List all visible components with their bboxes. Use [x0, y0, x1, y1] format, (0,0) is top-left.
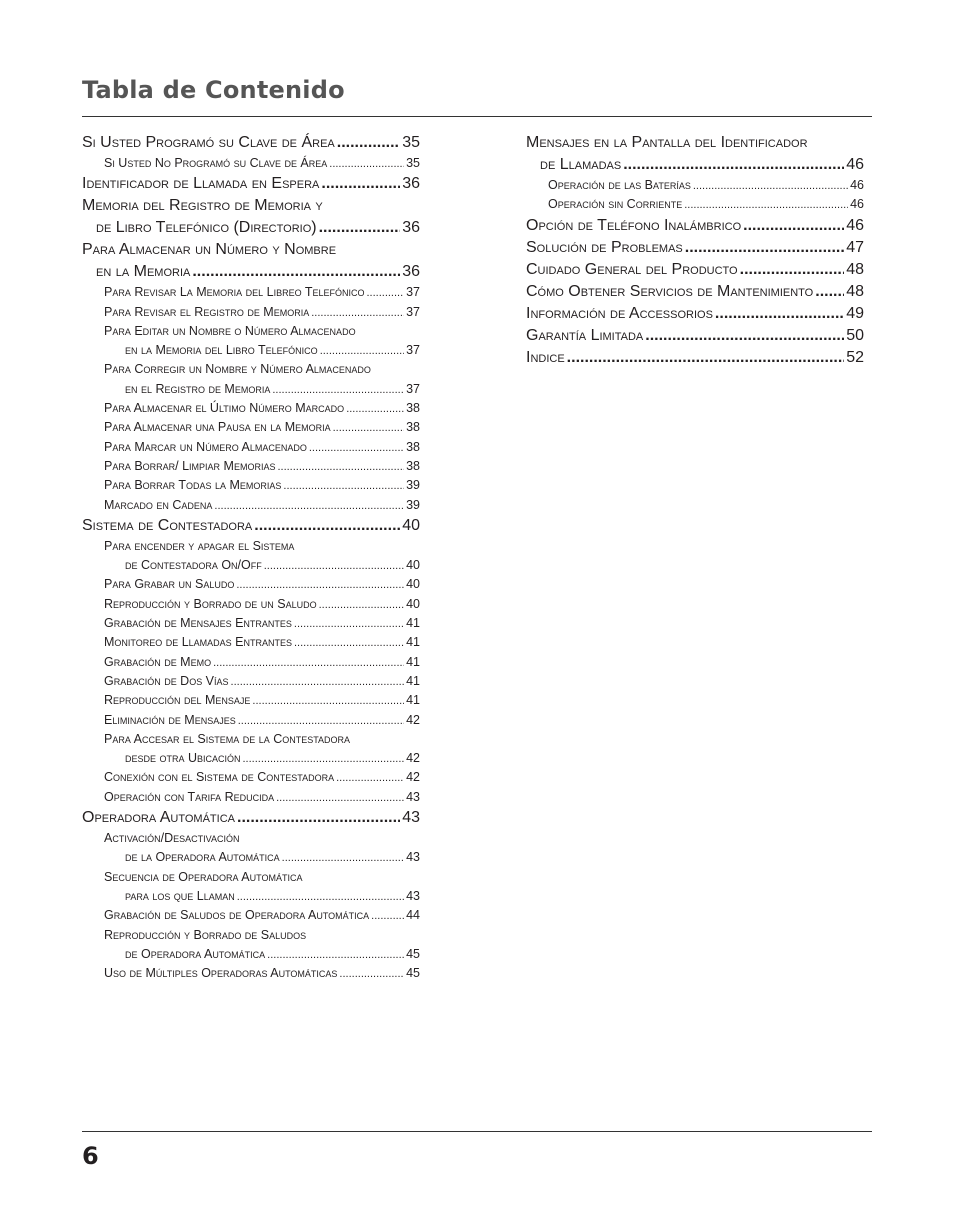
toc-entry[interactable]: [82, 926, 420, 945]
dot-leader: [366, 284, 404, 303]
toc-entry-page: 46: [850, 178, 864, 192]
toc-entry-page: 37: [406, 304, 420, 319]
toc-entry-label: Grabación de Mensajes Entrantes: [104, 616, 292, 631]
toc-entry-page: 46: [850, 197, 864, 212]
toc-entry[interactable]: [82, 633, 420, 652]
toc-entry-page: 43: [402, 809, 420, 827]
toc-entry[interactable]: [82, 614, 420, 633]
toc-entry-page: 50: [846, 326, 864, 344]
toc-entry[interactable]: [82, 537, 420, 556]
dot-leader: [192, 261, 400, 283]
dot-leader: [294, 615, 404, 634]
toc-entry-label: Para Revisar La Memoria del Libreo Telefónico: [104, 285, 365, 300]
toc-entry-label: Marcado en Cadena: [104, 497, 213, 512]
dot-leader: [567, 347, 845, 369]
toc-entry-label: Monitoreo de Llamadas Entrantes: [104, 635, 292, 650]
dot-leader: [237, 888, 404, 907]
toc-entry[interactable]: [526, 132, 864, 154]
toc-entry-label: Cómo Obtener Servicios de Mantenimiento: [526, 282, 814, 300]
toc-entry[interactable]: [526, 303, 864, 325]
toc-entry-label: Memoria del Registro de Memoria y: [82, 197, 323, 215]
toc-entry-label: Eliminación de Mensajes: [104, 712, 236, 727]
dot-leader: [267, 946, 404, 965]
footer-divider: [82, 1131, 872, 1132]
toc-entry-label: Operadora Automática: [82, 809, 235, 827]
toc-entry[interactable]: [82, 556, 420, 575]
dot-leader: [276, 789, 404, 808]
toc-right-column: [526, 132, 864, 369]
toc-entry-page: 42: [406, 751, 420, 766]
toc-entry-label: Reproducción y Borrado de un Saludo: [104, 596, 317, 611]
toc-entry[interactable]: [82, 653, 420, 672]
toc-entry-page: 43: [406, 850, 420, 865]
dot-leader: [282, 849, 404, 868]
dot-leader: [623, 154, 844, 176]
dot-leader: [264, 557, 404, 576]
toc-entry-label: de Llamadas: [540, 156, 622, 173]
dot-leader: [715, 303, 844, 325]
toc-entry-label: Mensajes en la Pantalla del Identificador: [526, 134, 808, 151]
toc-entry-page: 48: [846, 260, 864, 278]
dot-leader: [336, 769, 404, 788]
toc-entry-label: para los que Llaman: [125, 888, 235, 903]
toc-entry[interactable]: [82, 595, 420, 614]
toc-entry[interactable]: [82, 173, 420, 195]
toc-entry-page: 48: [846, 282, 864, 300]
toc-entry[interactable]: [82, 515, 420, 537]
dot-leader: [333, 419, 404, 438]
toc-entry-label: Para Editar un Nombre o Número Almacenado: [104, 323, 356, 338]
dot-leader: [740, 259, 845, 281]
toc-entry-page: 37: [406, 343, 420, 358]
toc-entry-page: 46: [846, 156, 864, 173]
toc-entry-page: 45: [406, 946, 420, 961]
toc-entry-page: 35: [406, 156, 420, 170]
dot-leader: [693, 177, 848, 196]
toc-entry-label: en la Memoria: [96, 263, 191, 281]
toc-entry-page: 36: [402, 219, 420, 237]
toc-entry-label: Para encender y apagar el Sistema: [104, 538, 295, 553]
toc-entry-label: Activación/Desactivación: [104, 831, 240, 846]
header-divider: [82, 116, 872, 117]
toc-entry[interactable]: [82, 496, 420, 515]
dot-leader: [272, 381, 404, 400]
dot-leader: [213, 654, 404, 673]
toc-entry[interactable]: [526, 347, 864, 369]
toc-entry[interactable]: [526, 176, 864, 195]
toc-entry-label: Solución de Problemas: [526, 238, 683, 256]
dot-leader: [283, 477, 404, 496]
toc-entry-page: 36: [402, 263, 420, 281]
page-title: Tabla de Contenido: [82, 76, 345, 104]
dot-leader: [236, 576, 404, 595]
toc-entry[interactable]: [82, 575, 420, 594]
toc-entry-page: 36: [402, 175, 420, 193]
toc-entry[interactable]: [82, 887, 420, 906]
toc-entry[interactable]: [526, 325, 864, 347]
dot-leader: [319, 217, 401, 239]
toc-entry[interactable]: [82, 672, 420, 691]
toc-entry[interactable]: [82, 303, 420, 322]
toc-entry-label: Reproducción y Borrado de Saludos: [104, 927, 307, 942]
dot-leader: [815, 281, 844, 303]
toc-entry-page: 37: [406, 285, 420, 300]
dot-leader: [294, 634, 404, 653]
toc-entry[interactable]: [82, 239, 420, 261]
dot-leader: [277, 458, 404, 477]
toc-entry[interactable]: [526, 215, 864, 237]
toc-entry-page: 43: [406, 888, 420, 903]
toc-entry-page: 39: [406, 478, 420, 493]
dot-leader: [685, 237, 844, 259]
toc-entry[interactable]: [82, 380, 420, 399]
toc-entry[interactable]: [82, 964, 420, 983]
toc-entry-label: Opción de Teléfono Inalámbrico: [526, 216, 742, 234]
toc-entry-label: de Operadora Automática: [125, 946, 266, 961]
dot-leader: [339, 965, 404, 984]
toc-entry-label: Información de Accessorios: [526, 304, 713, 322]
toc-entry[interactable]: [82, 768, 420, 787]
toc-entry-page: 40: [406, 577, 420, 592]
toc-entry-page: 49: [846, 304, 864, 322]
toc-entry-label: Operación sin Corriente: [548, 197, 683, 212]
toc-entry[interactable]: [82, 261, 420, 283]
toc-entry[interactable]: [82, 283, 420, 302]
toc-entry-page: 41: [406, 693, 420, 708]
dot-leader: [346, 400, 404, 419]
toc-entry-page: 43: [406, 789, 420, 804]
toc-entry-page: 42: [406, 712, 420, 727]
toc-entry[interactable]: [526, 281, 864, 303]
toc-entry-label: Para Grabar un Saludo: [104, 577, 235, 592]
toc-entry-page: 52: [846, 348, 864, 366]
toc-entry-label: Grabación de Saludos de Operadora Automática: [104, 908, 370, 923]
toc-entry-page: 38: [406, 458, 420, 473]
toc-entry[interactable]: [82, 418, 420, 437]
toc-entry[interactable]: [82, 730, 420, 749]
toc-entry-page: 40: [406, 596, 420, 611]
dot-leader: [321, 173, 400, 195]
toc-entry-label: Para Borrar Todas la Memorias: [104, 478, 282, 493]
dot-leader: [214, 497, 404, 516]
toc-left-column: [82, 132, 420, 983]
toc-entry[interactable]: [82, 154, 420, 173]
toc-entry-label: de Contestadora On/Off: [125, 558, 262, 573]
toc-entry-page: 37: [406, 381, 420, 396]
toc-entry-label: Indice: [526, 348, 565, 366]
toc-entry-label: Uso de Múltiples Operadoras Automáticas: [104, 966, 338, 981]
toc-entry-label: Reproducción del Mensaje: [104, 693, 251, 708]
toc-entry[interactable]: [82, 457, 420, 476]
toc-entry-label: Si Usted Programó su Clave de Área: [82, 134, 335, 151]
dot-leader: [254, 515, 400, 537]
toc-entry-label: Sistema de Contestadora: [82, 516, 253, 534]
toc-entry-page: 38: [406, 439, 420, 454]
toc-entry-label: en la Memoria del Libro Telefónico: [125, 343, 318, 358]
toc-entry-page: 41: [406, 635, 420, 650]
dot-leader: [243, 750, 405, 769]
toc-entry-label: Para Borrar/ Limpiar Memorias: [104, 458, 276, 473]
toc-entry-page: 41: [406, 673, 420, 688]
dot-leader: [684, 196, 848, 215]
toc-entry[interactable]: [82, 788, 420, 807]
toc-entry-page: 38: [406, 401, 420, 416]
toc-entry[interactable]: [82, 807, 420, 829]
dot-leader: [645, 325, 844, 347]
toc-entry[interactable]: [82, 322, 420, 341]
dot-leader: [252, 692, 404, 711]
toc-entry[interactable]: [82, 217, 420, 239]
toc-entry[interactable]: [82, 360, 420, 379]
toc-entry[interactable]: [82, 711, 420, 730]
toc-entry-label: de la Operadora Automática: [125, 850, 280, 865]
toc-entry[interactable]: [82, 476, 420, 495]
toc-entry[interactable]: [526, 195, 864, 214]
toc-entry[interactable]: [526, 237, 864, 259]
toc-entry-page: 41: [406, 654, 420, 669]
toc-entry-label: de Libro Telefónico (Directorio): [96, 219, 317, 237]
toc-entry[interactable]: [82, 868, 420, 887]
toc-entry-label: desde otra Ubicación: [125, 751, 241, 766]
toc-entry-label: Para Accesar el Sistema de la Contestadora: [104, 731, 351, 746]
toc-entry-label: Para Revisar el Registro de Memoria: [104, 304, 310, 319]
dot-leader: [320, 342, 404, 361]
toc-entry-page: 41: [406, 616, 420, 631]
toc-entry-page: 47: [846, 238, 864, 256]
toc-entry[interactable]: [526, 154, 864, 176]
toc-entry[interactable]: [82, 945, 420, 964]
dot-leader: [311, 304, 404, 323]
toc-entry[interactable]: [526, 259, 864, 281]
toc-entry-label: Conexión con el Sistema de Contestadora: [104, 770, 335, 785]
toc-entry[interactable]: [82, 399, 420, 418]
toc-entry-label: Si Usted No Programó su Clave de Área: [104, 156, 328, 170]
dot-leader: [231, 673, 405, 692]
toc-entry-label: Garantía Limitada: [526, 326, 644, 344]
toc-entry-label: Para Almacenar una Pausa en la Memoria: [104, 420, 331, 435]
toc-entry[interactable]: [82, 438, 420, 457]
toc-entry[interactable]: [82, 829, 420, 848]
toc-entry-label: Identificador de Llamada en Espera: [82, 175, 320, 193]
dot-leader: [743, 215, 844, 237]
toc-entry-label: Cuidado General del Producto: [526, 260, 738, 278]
toc-entry-page: 35: [402, 134, 420, 151]
toc-entry[interactable]: [82, 848, 420, 867]
dot-leader: [319, 596, 405, 615]
dot-leader: [238, 712, 404, 731]
dot-leader: [309, 439, 404, 458]
toc-entry-label: Para Almacenar el Último Número Marcado: [104, 401, 345, 416]
toc-entry-label: Operación con Tarifa Reducida: [104, 789, 275, 804]
page-number: 6: [82, 1142, 99, 1170]
toc-entry-label: Grabación de Memo: [104, 654, 212, 669]
toc-entry-page: 39: [406, 497, 420, 512]
toc-entry[interactable]: [82, 195, 420, 217]
toc-entry-label: Secuencia de Operadora Automática: [104, 869, 303, 884]
dot-leader: [337, 132, 400, 154]
dot-leader: [237, 807, 400, 829]
toc-entry-page: 44: [406, 908, 420, 923]
toc-entry[interactable]: [82, 691, 420, 710]
toc-entry-page: 40: [402, 516, 420, 534]
dot-leader: [329, 155, 404, 174]
toc-entry[interactable]: [82, 132, 420, 154]
toc-entry-page: 38: [406, 420, 420, 435]
toc-entry-label: Grabación de Dos Vías: [104, 673, 229, 688]
toc-entry-label: Operación de las Baterías: [548, 178, 691, 192]
toc-entry[interactable]: [82, 341, 420, 360]
toc-entry-page: 42: [406, 770, 420, 785]
dot-leader: [371, 907, 404, 926]
toc-entry[interactable]: [82, 749, 420, 768]
toc-entry-label: Para Marcar un Número Almacenado: [104, 439, 307, 454]
toc-entry-page: 40: [406, 558, 420, 573]
toc-entry-page: 45: [406, 966, 420, 981]
toc-entry[interactable]: [82, 906, 420, 925]
toc-entry-label: Para Almacenar un Número y Nombre: [82, 241, 337, 259]
toc-entry-label: Para Corregir un Nombre y Número Almacenado: [104, 362, 371, 377]
toc-entry-page: 46: [846, 216, 864, 234]
toc-entry-label: en el Registro de Memoria: [125, 381, 271, 396]
